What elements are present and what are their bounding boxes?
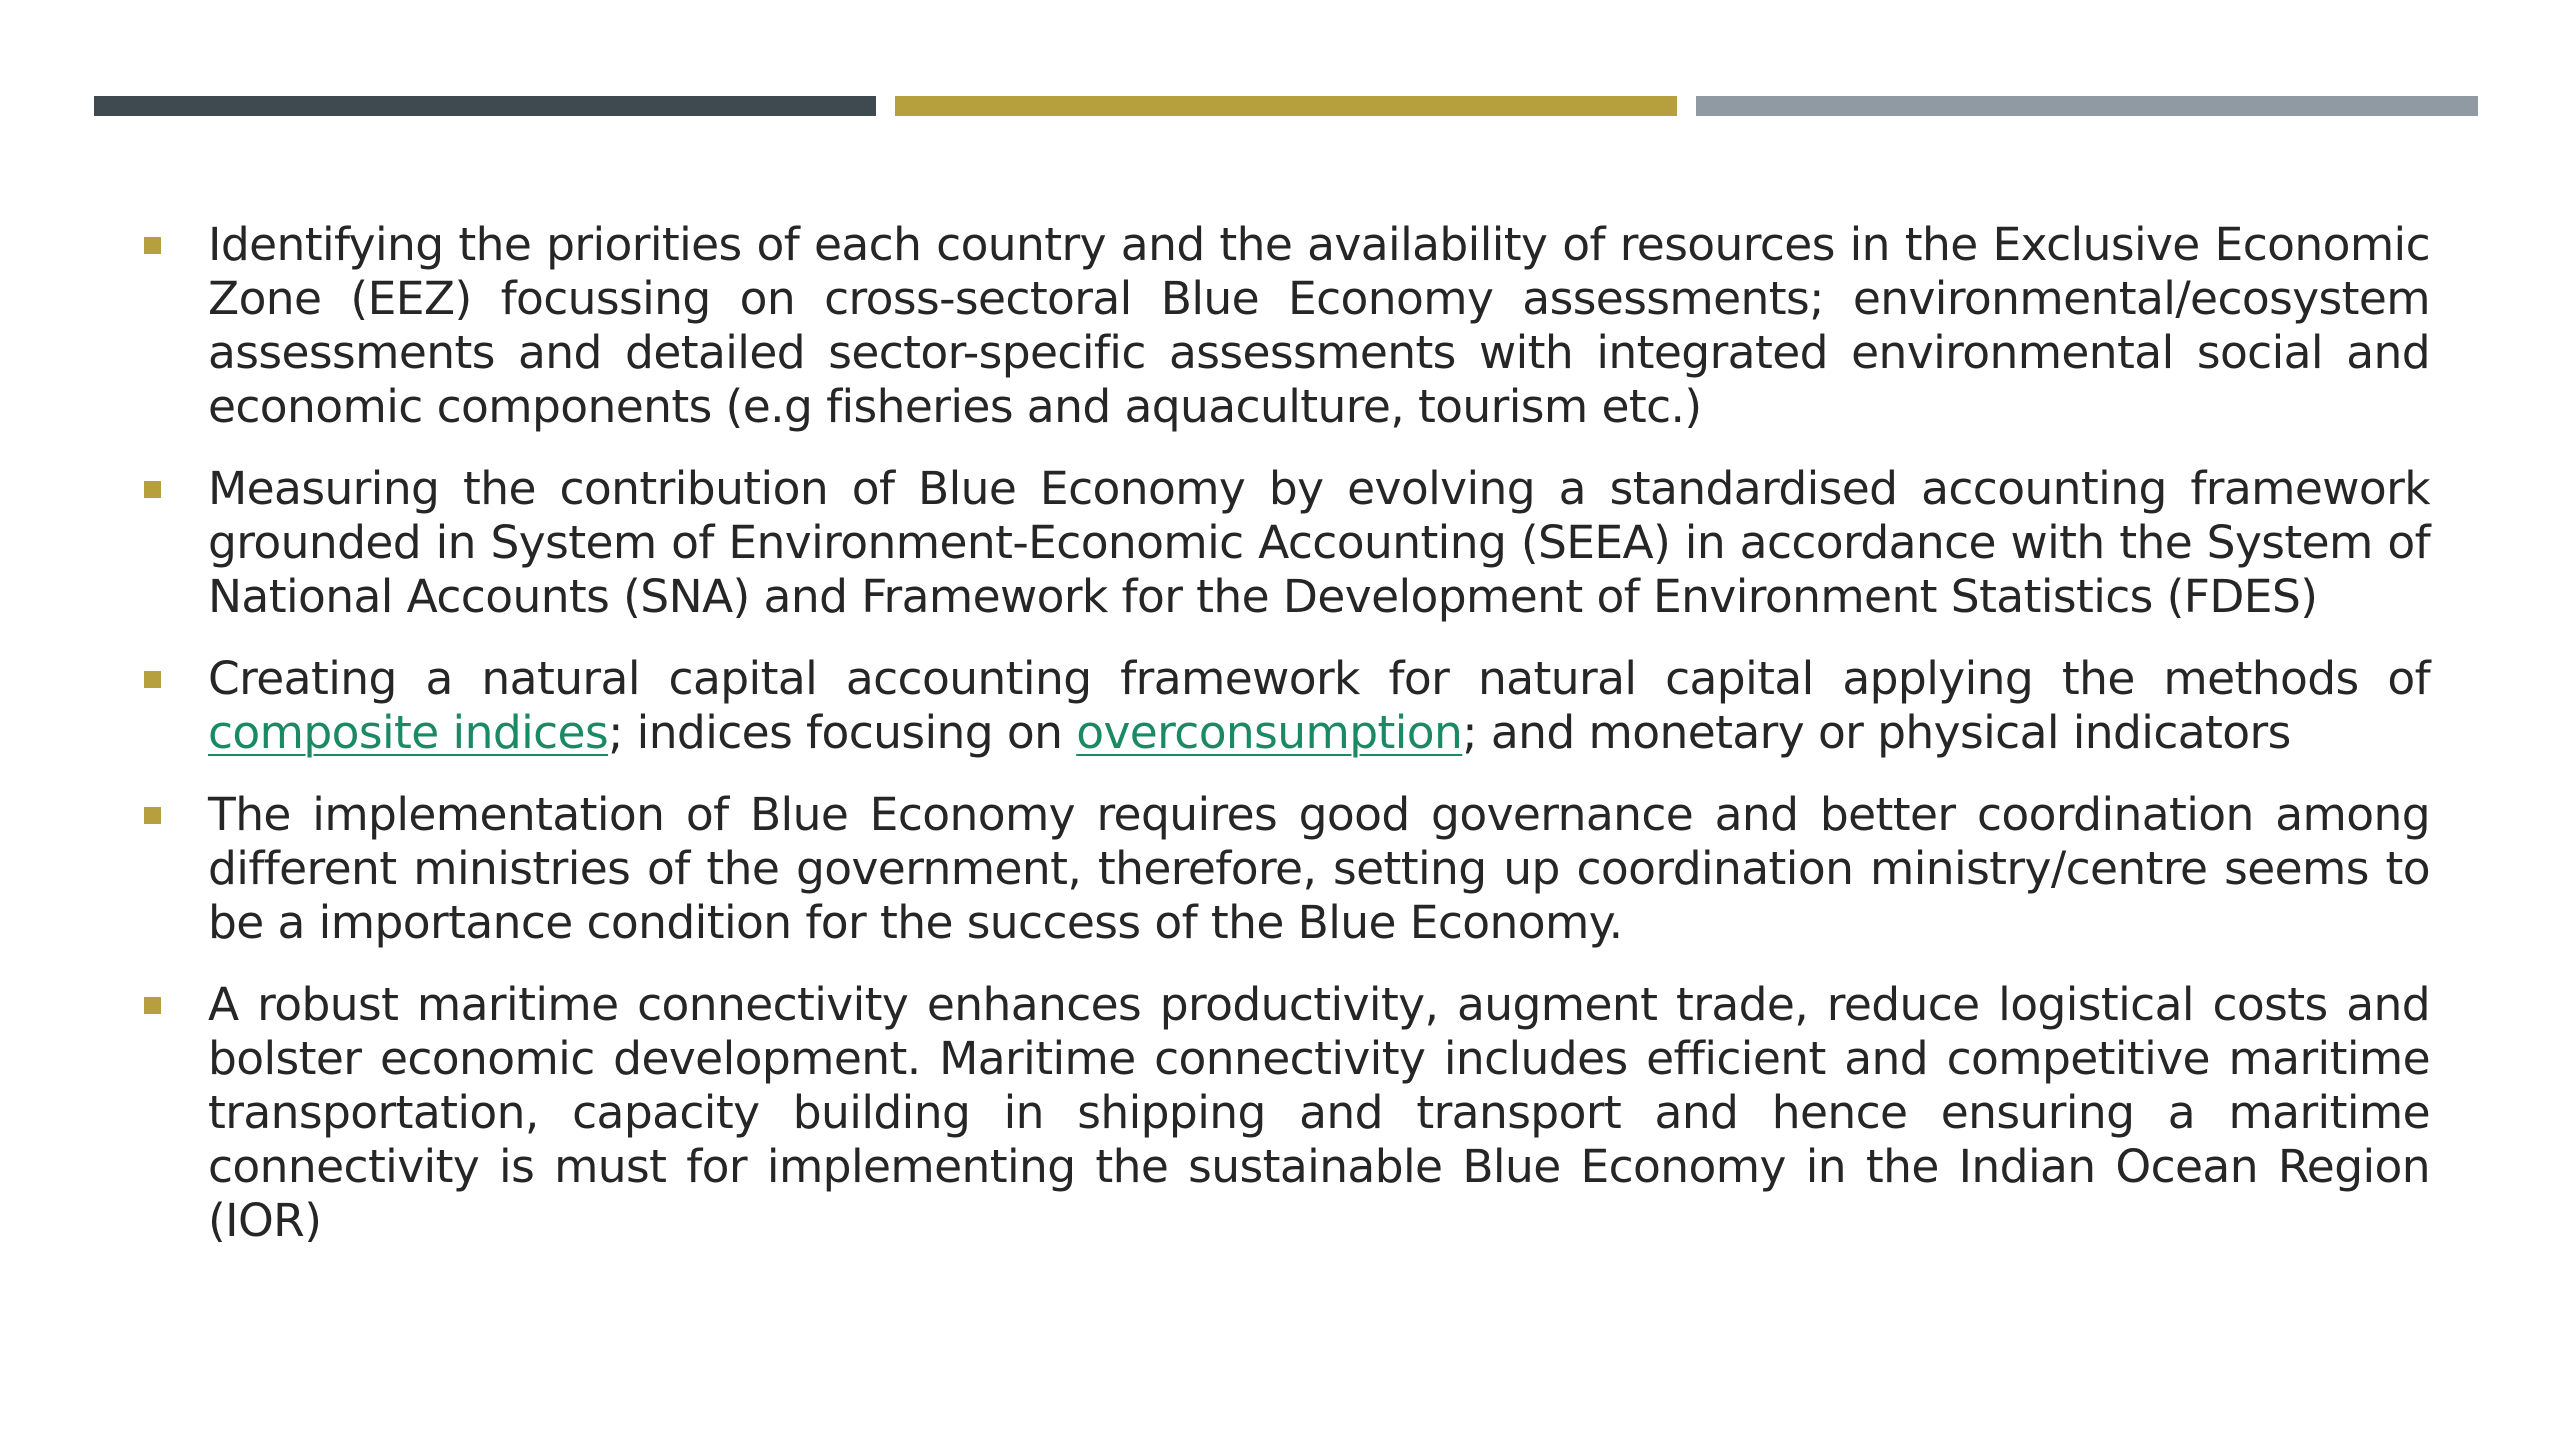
bullet-item-2: [140, 462, 2430, 624]
bullet-text: The implementation of Blue Economy requires good governance and better coordination among different ministries of the government, therefore, setting up coordination ministry/centre seems to be a importance condition for the success of the Blue Economy.: [208, 788, 2430, 949]
header-accent-bars: [94, 96, 2478, 116]
square-bullet-icon: [144, 671, 161, 688]
overconsumption-link[interactable]: overconsumption: [1076, 706, 1463, 759]
bullet-text-middle: ; indices focusing on: [608, 706, 1077, 759]
square-bullet-icon: [144, 481, 161, 498]
accent-bar-gray: [1696, 96, 2478, 116]
square-bullet-icon: [144, 237, 161, 254]
accent-bar-gold: [895, 96, 1677, 116]
bullet-item-5: [140, 978, 2430, 1248]
bullet-text-before: Creating a natural capital accounting framework for natural capital applying the methods of: [208, 652, 2430, 705]
bullet-item-4: [140, 788, 2430, 950]
composite-indices-link[interactable]: composite indices: [208, 706, 609, 759]
bullet-text-after: ; and monetary or physical indicators: [1462, 706, 2291, 759]
square-bullet-icon: [144, 997, 161, 1014]
accent-bar-dark: [94, 96, 876, 116]
bullet-list: [140, 218, 2430, 1276]
square-bullet-icon: [144, 807, 161, 824]
bullet-text: Measuring the contribution of Blue Economy by evolving a standardised accounting framework grounded in System of Environment-Economic Accounting (SEEA) in accordance with the System of National Accounts (SNA) and Framework for the Development of Environment Statistics (FDES): [208, 462, 2430, 623]
bullet-item-1: [140, 218, 2430, 434]
bullet-text: A robust maritime connectivity enhances productivity, augment trade, reduce logistical costs and bolster economic development. Maritime connectivity includes efficient and competitive maritime transportation, capacity building in shipping and transport and hence ensuring a maritime connectivity is must for implementing the sustainable Blue Economy in the Indian Ocean Region (IOR): [208, 978, 2430, 1247]
bullet-text: Identifying the priorities of each country and the availability of resources in the Exclusive Economic Zone (EEZ) focussing on cross-sectoral Blue Economy assessments; environmental/ecosystem assessments and detailed sector-specific assessments with integrated environmental social and economic components (e.g fisheries and aquaculture, tourism etc.): [208, 218, 2430, 433]
bullet-item-3: [140, 652, 2430, 760]
